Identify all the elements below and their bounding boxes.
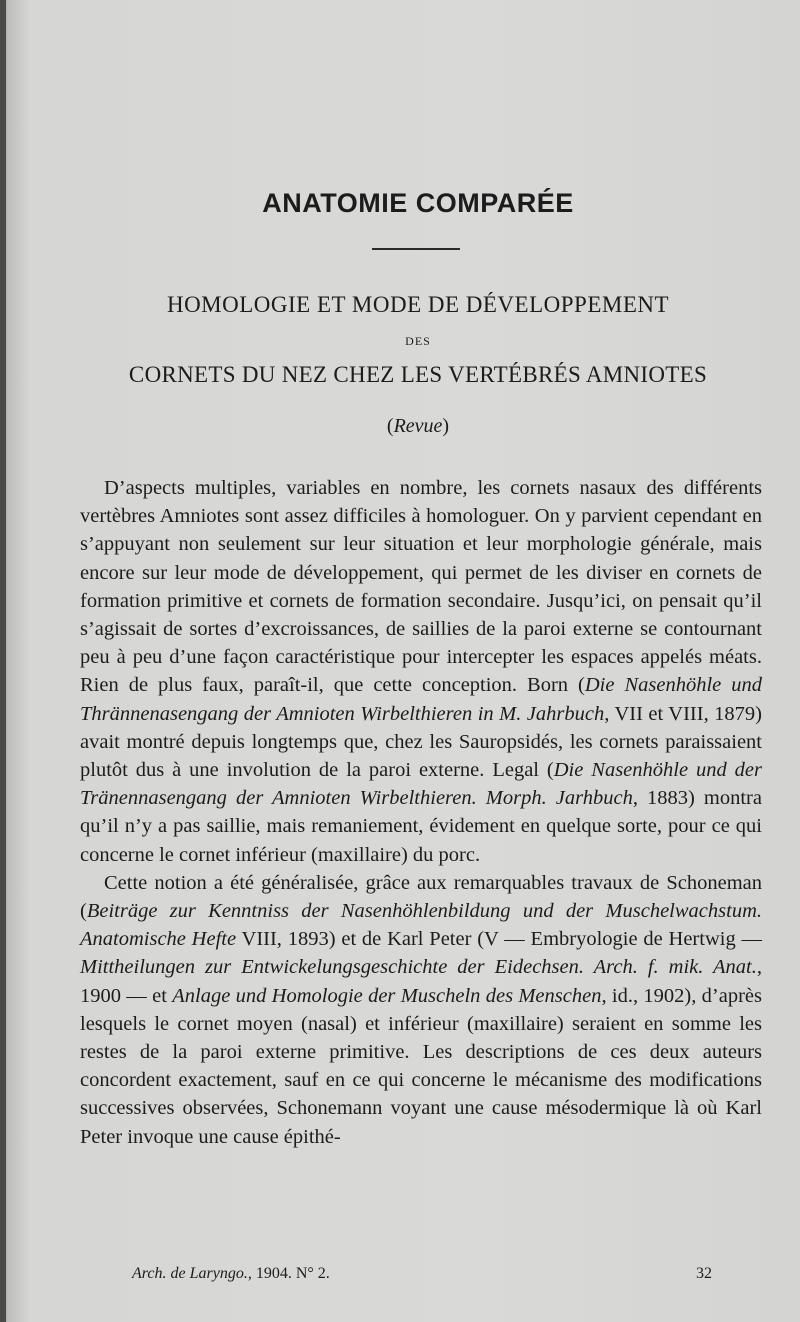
page-number: 32: [696, 1265, 712, 1282]
article-title-line1: HOMOLOGIE ET MODE DE DÉVELOPPEMENT: [166, 292, 670, 317]
article-title-des: DES: [405, 334, 431, 348]
article-title-line2: CORNETS DU NEZ CHEZ LES VERTÉBRÉS AMNIOTES: [128, 362, 708, 387]
p2-citation-peter-1: Mittheilungen zur Entwickelungsgeschichte der Eidechsen. Arch. f. mik. Anat.: [80, 956, 757, 979]
p1-text-3: , 1883) montra qu’il n’y a pas saillie, mais remaniement, évidement en quelque sorte, pour ce qui concerne le cornet inférieur (maxillaire) du porc.: [80, 787, 762, 866]
article-body: [80, 474, 762, 1151]
title-divider: [372, 248, 460, 250]
p1-text-1: D’aspects multiples, variables en nombre, les cornets nasaux des différents vertèbres Amniotes sont assez difficiles à homologuer. On y parvient cependant en s’appuyant non seulement sur leur situation et leur morphologie générale, mais encore sur leur mode de développement, qui permet de les diviser en cornets de formation primitive et cornets de formation secondaire. Jusqu’ici, on pensait qu’il s’agissait de sortes d’excroissances, de saillies de la paroi externe se contournant peu à peu d’une façon caractéristique pour intercepter les espaces appelés méats. Rien de plus faux, paraît-il, que cette conception. Born (: [80, 477, 762, 697]
p2-citation-schoneman: Beiträge zur Kenntniss der Nasenhöhlenbildung und der Muschelwachstum. Anatomische Hefte: [80, 900, 762, 951]
p2-citation-peter-2: Anlage und Homologie der Muscheln des Menschen: [172, 984, 602, 1007]
article-type-label: Revue: [393, 415, 443, 437]
section-title: ANATOMIE COMPARÉE: [262, 188, 574, 218]
page-footer: [132, 1265, 712, 1283]
paragraph-1: [80, 474, 762, 869]
p1-text-2: , VII et VIII, 1879) avait montré depuis longtemps que, chez les Sauropsidés, les cornets paraissaient plutôt dus à une involution de la paroi externe. Legal (: [80, 702, 763, 782]
footer-citation: , 1904. N° 2.: [247, 1265, 330, 1282]
p2-text-2: VIII, 1893) et de Karl Peter (V — Embryologie de Hertwig —: [236, 928, 762, 951]
p2-text-1: Cette notion a été généralisée, grâce aux remarquables travaux de Schoneman (: [80, 871, 762, 923]
p2-text-4: , id., 1902), d’après lesquels le cornet moyen (nasal) et inférieur (maxillaire) seraient en somme les restes de la paroi externe primitive. Les descriptions de ces deux auteurs concordent exactement, sauf en ce qui concerne le mécanisme des modifications successives observées, Schonemann voyant une cause mésodermique là où Karl Peter invoque une cause épithé-: [80, 984, 762, 1148]
p1-citation-born: Die Nasenhöhle und Thrännenasengang der Amnioten Wirbelthieren in M. Jahrbuch: [80, 674, 762, 725]
p1-citation-legal: Die Nasenhöhle und der Tränennasengang der Amnioten Wirbelthieren. Morph. Jarhbuch: [80, 759, 762, 810]
p2-text-3: , 1900 — et: [80, 956, 762, 1007]
article-type: (Revue): [386, 415, 450, 437]
footer-journal: Arch. de Laryngo.: [132, 1265, 248, 1282]
paragraph-2: [80, 869, 762, 1151]
